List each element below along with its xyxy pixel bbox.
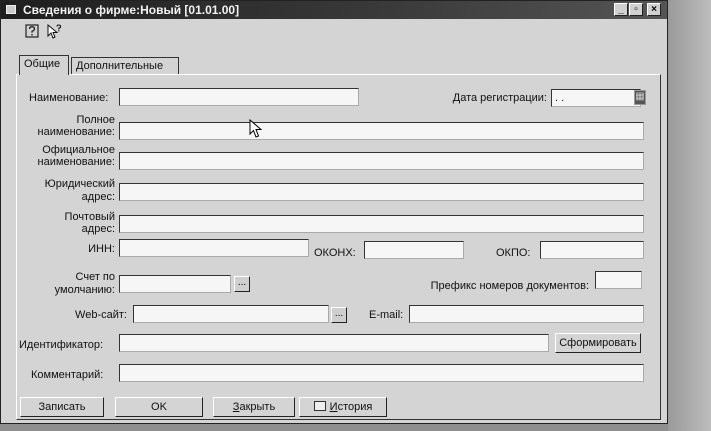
history-button-mnemonic: И — [329, 401, 338, 413]
identifier-label: Идентификатор: — [19, 339, 104, 351]
inn-input[interactable] — [119, 239, 309, 257]
postal-address-input[interactable] — [119, 215, 644, 233]
okpo-input[interactable] — [540, 241, 644, 259]
official-name-input[interactable] — [119, 152, 644, 170]
official-name-label-line2: наименование: — [37, 156, 115, 168]
name-input[interactable] — [119, 88, 359, 106]
mouse-cursor-icon — [249, 119, 263, 139]
legal-address-input[interactable] — [119, 183, 644, 201]
tab-general[interactable]: Общие — [19, 55, 69, 75]
window-icon — [6, 5, 16, 14]
pointer-question-icon[interactable] — [45, 24, 63, 42]
ok-button[interactable]: OK — [115, 397, 203, 417]
identifier-input[interactable] — [119, 334, 549, 352]
email-label: E-mail: — [369, 309, 404, 321]
name-label: Наименование: — [29, 92, 109, 104]
close-window-button[interactable]: × — [647, 3, 661, 16]
inn-label: ИНН: — [88, 243, 115, 255]
question-icon[interactable] — [23, 24, 41, 42]
general-tab-panel — [16, 74, 661, 420]
email-input[interactable] — [409, 305, 644, 323]
postal-address-label-line2: адрес: — [81, 223, 115, 235]
comment-label: Комментарий: — [31, 369, 104, 381]
reg-date-input[interactable] — [551, 89, 641, 107]
question-icon-graphic — [25, 24, 39, 38]
legal-address-label-line2: адрес: — [81, 191, 115, 203]
doc-prefix-label: Префикс номеров документов: — [430, 280, 589, 292]
okonh-label: ОКОНХ: — [314, 247, 356, 259]
default-account-label-line2: умолчанию: — [54, 284, 115, 296]
minimize-button[interactable]: _ — [614, 3, 628, 16]
official-name-label-line1: Официальное — [42, 144, 115, 156]
website-open-button[interactable]: ... — [331, 307, 347, 323]
tab-additional[interactable]: Дополнительные — [71, 57, 179, 75]
pointer-question-icon-graphic — [46, 24, 62, 40]
reg-date-label: Дата регистрации: — [452, 92, 547, 104]
calendar-icon[interactable]: ▦ — [634, 90, 646, 105]
doc-prefix-input[interactable] — [595, 271, 642, 289]
history-button-label: стория — [337, 401, 373, 413]
toolbar — [1, 21, 667, 45]
history-icon — [314, 401, 326, 411]
full-name-label-line2: наименование: — [37, 126, 115, 138]
legal-address-label-line1: Юридический — [44, 178, 115, 190]
close-button[interactable] — [213, 397, 295, 417]
restore-button[interactable]: ▫ — [629, 3, 643, 16]
website-input[interactable] — [133, 305, 329, 323]
postal-address-label-line1: Почтовый — [64, 211, 115, 223]
close-button-mnemonic: З — [232, 401, 240, 413]
okonh-input[interactable] — [364, 241, 464, 259]
account-select-button[interactable]: ... — [234, 276, 250, 292]
website-label: Web-сайт: — [75, 309, 127, 321]
default-account-label-line1: Счет по — [75, 271, 115, 283]
window-title: Сведения о фирме:Новый [01.01.00] — [23, 3, 240, 17]
okpo-label: ОКПО: — [496, 247, 531, 259]
save-button[interactable]: Записать — [20, 397, 104, 417]
default-account-input[interactable] — [119, 275, 231, 293]
title-bar[interactable] — [1, 1, 667, 19]
history-button[interactable] — [299, 397, 387, 417]
comment-input[interactable] — [119, 364, 644, 382]
generate-button[interactable]: Сформировать — [555, 333, 641, 353]
close-button-label: акрыть — [239, 401, 276, 413]
full-name-label-line1: Полное — [76, 114, 115, 126]
page-background-edge — [668, 0, 711, 431]
full-name-input[interactable] — [119, 122, 644, 140]
